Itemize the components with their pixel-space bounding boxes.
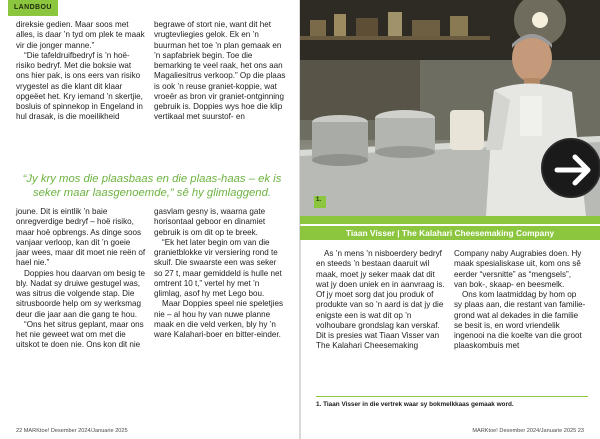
- pull-quote: “Jy kry mos die plaasbaas en die plaas-haas – ek is seker maar laasgenoemde,” sê hy glimlaggend.: [22, 173, 282, 199]
- right-col2: [454, 249, 586, 352]
- next-arrow-button[interactable]: [541, 138, 600, 198]
- paragraph: Ons kom laatmiddag by hom op sy plaas aan, die restant van familie-grond wat al dekades in die familie se besit is, en word vriendelik ingenooi na die koelte van die groot plaaskombuis met: [454, 290, 586, 351]
- right-arrow-icon: [543, 140, 600, 200]
- paragraph: As ’n mens ’n nisboerdery bedryf en steeds ’n bestaan daaruit wil maak, moet jy seker maak dat dit wat jy doen uniek en in aanvraag is. Of jy moet sorg dat jou produk of produkte van so ’n aard is dat jy die enigste een is wat dit op ’n volhoubare grondslag kan verskaf. Dit is presies wat Tiaan Visser van The Kalahari Cheesemaking: [316, 249, 445, 351]
- paragraph: “Ons het sitrus geplant, maar ons het nie geweet wat om met die uitskot te doen nie. Ons kon dit nie: [16, 319, 144, 350]
- folio-left: 22 MARKtoe! Desember 2024/Januarie 2025: [16, 428, 128, 434]
- right-col1: [316, 249, 446, 352]
- photo-green-band: [300, 216, 600, 224]
- paragraph: direksie gedien. Maar soos met alles, is daar ’n tyd om plek te maak vir die jonger manne.”: [16, 20, 145, 50]
- paragraph: Company naby Augrabies doen. Hy maak spesialiskase uit, kom ons sê eerder “versnitte” as “mengsels”, van bok-, skaap- en beesmelk.: [454, 249, 582, 289]
- paragraph: “Die tafeldruifbedryf is ’n hoë-risiko bedryf. Met die boksie wat ons hier pak, is ons eers van risiko vrygestel as die klant dit klaar opgeëet het. Kry iemand ’n skertjie, bosluis of spinnekop in Engeland in hul drasak, is die moeilikheid: [16, 50, 143, 122]
- caption-rule: [316, 396, 588, 397]
- left-col1-bottom: [16, 207, 146, 351]
- section-tab-left: LANDBOU: [8, 0, 58, 16]
- left-col2-top: [154, 20, 286, 123]
- photo-caption: 1. Tiaan Visser in die vertrek waar sy bokmelkkaas gemaak word.: [316, 401, 514, 408]
- paragraph: gasvlam gesny is, waarna gate horisontaal geboor en dinamiet gebruik is om dit op te breek.: [154, 207, 266, 237]
- paragraph: “Ek het later begin om van die granietblokke vir versiering rond te skuif. Die swaarste een was seker so 27 t, maar gemiddeld is hulle net omtrent 10 t,” vertel hy met ’n glimlag, asof hy met Lego bou.: [154, 237, 282, 298]
- cheesemaker-photo: [300, 0, 600, 216]
- paragraph: Maar Doppies speel nie speletjies nie – al hou hy van nuwe planne maak en die veld verken, bly hy ’n ware Kalahari-boer en bitter-einder.: [154, 299, 284, 339]
- paragraph: Doppies hou daarvan om besig te bly. Nadat sy druiwe gestugel was, was sitrus die volgende stap. Die sitrusboorde help om sy werksmag deur die jaar aan die gang te hou.: [16, 268, 146, 319]
- paragraph: begrawe of stort nie, want dit het vrugtevliegies gelok. Ek en ’n buurman het toe ’n plan gemaak en ’n sapfabriek begin. Toe die bemarking te veel raak, het ons aan Magaliesitrus verkoop.” Op die plaas is ook ’n reuse graniet-koppie, wat vroeër as bron vir graniet-ontginning gebruik is. Doppies wys hoe die klip vertikaal met suurstof- en: [154, 20, 286, 122]
- folio-right: MARKtoe! Desember 2024/Januarie 2025 23: [472, 428, 584, 434]
- paragraph: joune. Dit is eintlik ’n baie onregverdige bedryf – hoë risiko, maar hoë opbrengs. As dinge soos vanjaar verloop, kan dit ’n goeie jaar wees, maar dit moet nie reën of hael nie.”: [16, 207, 146, 268]
- photo-number: 1.: [316, 197, 322, 203]
- left-col1-top: [16, 20, 146, 123]
- article-heading-bar: Tiaan Visser | The Kalahari Cheesemaking Company: [300, 226, 600, 240]
- left-col2-bottom: [154, 207, 286, 340]
